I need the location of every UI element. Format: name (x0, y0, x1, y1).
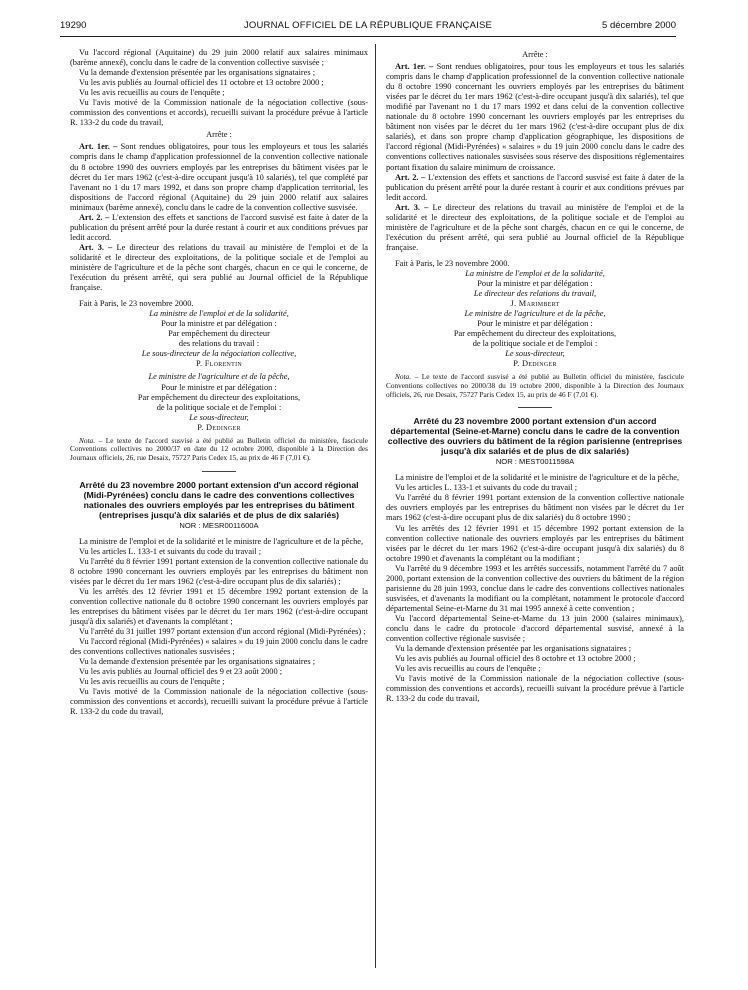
signatory-line: Le directeur des relations du travail, (473, 289, 597, 299)
signatory-line: Pour la ministre et par délégation : (477, 279, 593, 289)
paragraph: Vu les avis publiés au Journal officiel des 9 et 23 août 2000 ; (79, 667, 283, 677)
paragraph: Vu l'arrêté du 8 février 1991 portant extension de la convention collective nationale des ouvriers employés par les entreprises du bâtiment non visées par le décret du 1er mars 1962 (c'est-à-dire occupant plus de dix salariés) du 8 octobre 1990 ; (386, 493, 684, 523)
page-header (60, 20, 676, 34)
paragraph: Vu les avis publiés au Journal officiel des 11 octobre et 13 octobre 2000 ; (79, 78, 324, 88)
signatory-line: Le sous-directeur de la négociation collective, (141, 349, 297, 359)
signatory-line: La ministre de l'emploi et de la solidarité, (465, 268, 605, 278)
article-label: Art. 3. – (395, 202, 429, 212)
signature-place-date: Fait à Paris, le 23 novembre 2000. (79, 299, 194, 309)
nota-label: Nota. (79, 435, 96, 445)
article-text: Le directeur des relations du travail au ministère de l'emploi et de la solidarité et le directeur des exploitations, de la politique sociale et de l'emploi au ministère de l'agriculture et de la pêche sont chargés, chacun en ce qui le concerne, de l'exécution du présent arrêté, qui sera publié au Journal officiel de la République française. (70, 242, 368, 293)
signature-place-date: Fait à Paris, le 23 novembre 2000. (395, 258, 510, 268)
header-rule (60, 36, 676, 37)
column-divider (375, 44, 376, 968)
decree-title: Arrêté du 23 novembre 2000 portant extension d'un accord régional (Midi-Pyrénées) conclu dans le cadre des conventions collectives nationales des ouvriers employés par les entreprises du bâtiment (entreprises jusqu'à dix salariés et de plus de dix salariés) (79, 479, 359, 520)
paragraph: Vu l'arrêté du 31 juillet 1997 portant extension d'un accord régional (Midi-Pyrénées) ; (79, 626, 366, 636)
section-separator (202, 471, 236, 472)
nor-reference: NOR : MEST0011598A (495, 457, 575, 467)
paragraph: Vu les avis recueillis au cours de l'enquête ; (395, 664, 541, 674)
arrete-heading: Arrête : (206, 130, 232, 140)
nota-note (386, 373, 684, 399)
section-separator (518, 407, 552, 408)
signatory-name: P. Dedinger (513, 359, 557, 369)
paragraph: Vu les articles L. 133-1 et suivants du code du travail ; (79, 546, 262, 556)
signatory-line: Pour le ministre et par délégation : (161, 382, 277, 392)
article-label: Art. 2. – (79, 212, 110, 222)
article-text: Sont rendues obligatoires, pour tous les employeurs et tous les salariés compris dans le champ d'application professionnel de la convention collective nationale du 8 octobre 1990 concernant les ouvriers employés par les entreprises du bâtiment visées par le décret du 1er mars 1962 (c'est-à-dire occupant jusqu'à dix salariés), tel que modifié par l'avenant no 1 du 17 mars 1992 et dans celui de la convention collective nationale du 8 octobre 1990 concernant les ouvriers employés par les entreprises du bâtiment non visées par le décret du 1er mars 1962 (c'est-à-dire occupant plus de dix salariés), et dans son propre champ d'application géographique, les dispositions de l'accord régional (Midi-Pyrénées) « salaires » du 19 juin 2000 conclu dans le cadre des conventions collectives nationales susvisées sous réserve des dispositions réglementaires portant fixation du salaire minimum de croissance. (386, 62, 684, 172)
article-text: Sont rendues obligatoires, pour tous les employeurs et tous les salariés compris dans le champ d'application professionnel de la convention collective nationale du 8 octobre 1990 des ouvriers employés par les entreprises du bâtiment visées par le décret du 1er mars 1962 (c'est-à-dire occupant jusqu'à 10 salariés), tel que complété par l'avenant no 1 du 17 mars 1992, et dans son propre champ d'application territorial, les dispositions de l'accord régional (Aquitaine) du 29 juin 2000 relatif aux salaires minimaux (barème annexé), conclu dans le cadre de la convention collective susvisée. (70, 142, 368, 212)
article-1 (386, 62, 684, 173)
article-3 (70, 243, 368, 293)
left-column (70, 48, 368, 717)
article-label: Art. 1er. – (395, 62, 434, 72)
nota-text: – Le texte de l'accord susvisé a été publié au Bulletin officiel du ministère, fascicule Conventions collectives no 2000/38 du 19 octobre 2000, disponible à la Direction des Journaux officiels, 26, rue Desaix, 75727 Paris Cedex 15, au prix de 46 F (7,01 €). (386, 372, 684, 399)
signatory-line: Le sous-directeur, (189, 412, 249, 422)
signatory-line: Par empêchement du directeur des exploitations, (137, 392, 301, 402)
paragraph: La ministre de l'emploi et de la solidarité et le ministre de l'agriculture et de la pêche, (79, 536, 364, 546)
paragraph: Vu la demande d'extension présentée par les organisations signataires ; (79, 657, 316, 667)
paragraph: Vu l'arrêté du 9 décembre 1993 et les arrêtés successifs, notamment l'arrêté du 7 août 2000, portant extension de la convention collective des ouvriers du bâtiment de la région parisienne du 28 juin 1993, conclue dans le cadre des conventions collectives nationales susvisées, et d'avenants la modifiant ou la complétant, notamment le protocole d'accord départemental Seine-et-Marne du 31 mai 1995 annexé à cette convention ; (386, 563, 684, 613)
signatory-line: Le ministre de l'agriculture et de la pêche, (464, 309, 606, 319)
signatory-line: Pour la ministre et par délégation : (161, 319, 277, 329)
signatory-line: des relations du travail : (178, 339, 260, 349)
signatory-line: Pour le ministre et par délégation : (477, 319, 593, 329)
paragraph: La ministre de l'emploi et de la solidarité et le ministre de l'agriculture et de la pêche, (395, 473, 680, 483)
signatory-name: P. Dedinger (197, 422, 241, 432)
paragraph: Vu l'avis motivé de la Commission nationale de la négociation collective (sous-commission des conventions et accords), recueilli suivant la procédure prévue à l'article R. 133-2 du code du travail, (386, 674, 684, 704)
paragraph: Vu l'avis motivé de la Commission nationale de la négociation collective (sous-commission des conventions et accords), recueilli suivant la procédure prévue à l'article R. 133-2 du code du travail, (70, 687, 368, 717)
arrete-heading: Arrête : (522, 50, 548, 59)
article-1 (70, 142, 368, 212)
nota-label: Nota. (395, 372, 412, 382)
paragraph: Vu les arrêtés des 12 février 1991 et 15 décembre 1992 portant extension de la convention collective nationale du 8 octobre 1990 concernant les ouvriers employés par les entreprises du bâtiment visées par le décret du 1er mars 1962 (c'est-à-dire occupant jusqu'à dix salariés) et d'avenants la complétant ; (70, 586, 368, 626)
page-number: 19290 (60, 20, 87, 31)
article-text: L'extension des effets et sanctions de l'accord susvisé est faite à dater de la publication du présent arrêté pour la durée restant à courir et aux conditions prévues par ledit accord. (386, 172, 684, 202)
signatory-line: Le ministre de l'agriculture et de la pêche, (148, 372, 290, 382)
right-column (386, 48, 684, 704)
paragraph: Vu la demande d'extension présentée par les organisations signataires ; (79, 68, 316, 78)
article-2 (386, 173, 684, 203)
paragraph: Vu l'accord régional (Midi-Pyrénées) « salaires » du 19 juin 2000 conclu dans le cadre des conventions collectives nationales susvisées ; (70, 637, 368, 657)
signatory-line: Par empêchement du directeur des exploitations, (453, 329, 617, 339)
paragraph: Vu l'accord départemental Seine-et-Marne du 13 juin 2000 (salaires minimaux), conclu dans le cadre du protocole d'accord départemental susvisé, annexé à la convention collective régionale susvisée ; (386, 613, 684, 644)
article-text: Le directeur des relations du travail au ministère de l'emploi et de la solidarité et le directeur des exploitations, de la politique sociale et de l'emploi au ministère de l'agriculture et de la pêche sont chargés, chacun en ce qui le concerne, de l'exécution du présent arrêté, qui sera publié au Journal officiel de la République française. (386, 202, 684, 252)
signatory-line: Le sous-directeur, (505, 349, 565, 359)
paragraph: Vu les articles L. 133-1 et suivants du code du travail ; (395, 483, 578, 493)
issue-date: 5 décembre 2000 (602, 20, 676, 31)
article-label: Art. 2. – (395, 172, 426, 182)
decree-title: Arrêté du 23 novembre 2000 portant extension d'un accord départemental (Seine-et-Marne) conclu dans le cadre de la convention collective des ouvriers du bâtiment de la région parisienne (entreprises jusqu'à dix salariés et de plus de dix salariés) (387, 416, 683, 457)
signatory-line: de la politique sociale et de l'emploi : (472, 339, 598, 349)
paragraph: Vu l'avis motivé de la Commission nationale de la négociation collective (sous-commission des conventions et accords), recueilli suivant la procédure prévue à l'article R. 133-2 du code du travail, (70, 98, 368, 128)
signatory-line: de la politique sociale et de l'emploi : (156, 402, 282, 412)
paragraph: Vu les avis recueillis au cours de l'enquête ; (79, 677, 225, 687)
signatory-name: J. Marimbert (510, 299, 560, 309)
signatory-line: Par empêchement du directeur (168, 329, 270, 339)
article-label: Art. 1er. – (79, 142, 118, 152)
paragraph: Vu l'arrêté du 8 février 1991 portant extension de la convention collective nationale du 8 octobre 1990 concernant les ouvriers employés par les entreprises du bâtiment non visées par le décret du 1er mars 1962 (c'est-à-dire occupant plus de dix salariés) ; (70, 556, 368, 586)
article-2 (70, 213, 368, 243)
paragraph: Vu l'accord régional (Aquitaine) du 29 juin 2000 relatif aux salaires minimaux (barème annexé), conclu dans le cadre de la convention collective susvisée ; (70, 48, 368, 68)
article-text: L'extension des effets et sanctions de l'accord susvisé est faite à dater de la publication du présent arrêté pour la durée restant à courir et aux conditions prévues par ledit accord. (70, 212, 368, 242)
signatory-line: La ministre de l'emploi et de la solidarité, (149, 309, 289, 319)
nor-reference: NOR : MESR0011600A (179, 520, 259, 530)
paragraph: Vu les arrêtés des 12 février 1991 et 15 décembre 1992 portant extension de la convention collective nationale des ouvriers employés par les entreprises du bâtiment visées par le décret du 1er mars 1962 (c'est-à-dire occupant jusqu'à dix salariés) du 8 octobre 1990 et d'avenants la complétant ou la modifiant ; (386, 523, 684, 563)
nota-note (70, 437, 368, 463)
paragraph: Vu la demande d'extension présentée par les organisations signataires ; (395, 644, 632, 654)
article-3 (386, 203, 684, 253)
signatory-name: P. Florentin (195, 359, 243, 369)
article-label: Art. 3. – (79, 242, 113, 252)
paragraph: Vu les avis recueillis au cours de l'enquête ; (79, 88, 225, 98)
paragraph: Vu les avis publiés au Journal officiel des 8 octobre et 13 octobre 2000 ; (395, 654, 636, 664)
nota-text: – Le texte de l'accord susvisé a été publié au Bulletin officiel du ministère, fascicule Conventions collectives no 2000/37 en date du 12 octobre 2000, disponible à la Direction des Journaux officiels, 26, rue Desaix, 75727 Paris Cedex 15, au prix de 46 F (7,01 €). (70, 435, 368, 462)
journal-title: JOURNAL OFFICIEL DE LA RÉPUBLIQUE FRANÇAISE (243, 20, 493, 31)
